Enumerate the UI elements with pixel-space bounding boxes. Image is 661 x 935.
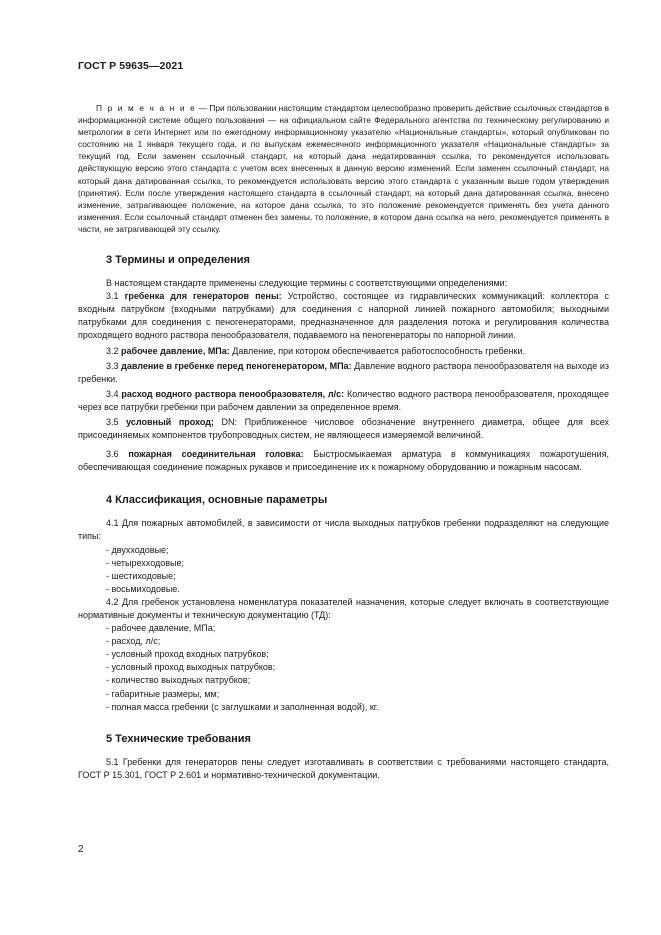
page-content xyxy=(78,102,609,782)
term-text: Давление, при котором обеспечивается работоспособность гребенки. xyxy=(229,345,525,356)
term-text: DN: Приближенное числовое обозначение внутреннего диаметра, общее для всех присоединяемых компонентов трубопроводных систем, не являющееся измеряемой величиной. xyxy=(78,416,609,441)
note-text: — При пользовании настоящим стандартом целесообразно проверить действие ссылочных стандартов в информационной системе общего пользования — на официальном сайте Федерального агентства по техническому регулированию и метрологии в сети Интернет или по ежегодному информационному указателю «Национальные стандарты», который опубликован по состоянию на 1 января текущего года, и по выпускам ежемесячного информационного указателя «Национальные стандарты» за текущий год. Если заменен ссылочный стандарт, на который дана недатированная ссылка, то рекомендуется использовать действующую версию этого стандарта с учетом всех внесенных в данную версию изменений. Если заменен ссылочный стандарт, на который дана датированная ссылка, то рекомендуется использовать версию этого стандарта с указанным выше годом утверждения (принятия). Если после утверждения настоящего стандарта в ссылочный стандарт, на который дана датированная ссылка, внесено изменение, затрагивающее положение, на которое дана ссылка, то это положение рекомендуется применять без учета данного изменения. Если ссылочный стандарт отменен без замены, то положение, в котором дана ссылка на него, рекомендуется применять в части, не затрагивающей эту ссылку. xyxy=(78,103,609,234)
term-name: условный проход; xyxy=(126,416,214,427)
term-definition xyxy=(78,448,609,474)
terms-list xyxy=(78,290,609,474)
term-number: 3.1 xyxy=(106,291,119,302)
params-list xyxy=(78,622,609,714)
term-name: расход водного раствора пенообразователя, л/с: xyxy=(121,388,345,399)
list-item: - восьмиходовые. xyxy=(106,583,609,596)
note-label: П р и м е ч а н и е xyxy=(96,103,197,113)
term-number: 3.2 xyxy=(106,345,119,356)
section-4-heading: 4 Классификация, основные параметры xyxy=(106,494,328,507)
clause-4-2: 4.2 Для гребенок установлена номенклатура показателей назначения, которые следует включать в соответствующие нормативные документы и техническую документацию (ТД): xyxy=(78,596,609,620)
term-definition xyxy=(78,416,609,442)
term-number: 3.3 xyxy=(106,360,119,371)
list-item: - расход, л/с; xyxy=(106,635,609,648)
term-text: Быстросмыкаемая арматура в коммуникациях пожаротушения, обеспечивающая соединение пожарных рукавов и присоединение их к пожарному оборудованию и пожарным насосам. xyxy=(78,449,609,473)
list-item: - двухходовые; xyxy=(106,544,609,557)
term-number: 3.5 xyxy=(106,416,119,427)
term-name: давление в гребенке перед пеногенератором, МПа: xyxy=(121,360,352,371)
term-name: пожарная соединительная головка: xyxy=(128,449,304,460)
term-text: Количество водного раствора пенообразователя, проходящее через все патрубки гребенки при рабочем давлении за определенное время. xyxy=(78,388,609,412)
term-definition xyxy=(78,290,609,342)
section-5-heading: 5 Технические требования xyxy=(106,732,251,745)
term-definition xyxy=(78,388,609,414)
document-code: ГОСТ Р 59635—2021 xyxy=(78,60,184,72)
list-item: - условный проход входных патрубков; xyxy=(106,648,609,661)
page-number: 2 xyxy=(78,844,84,855)
list-item: - количество выходных патрубков; xyxy=(106,674,609,687)
term-text: Устройство, состоящее из гидравлических коммуникаций: коллектора с входным патрубком (входными патрубками) для соединения с напорной линией пожарного автомобиля; выходными патрубками для соединения с пеногенераторами, предназначенное для разделения потока и регулирования количества проходящего водного раствора пенообразователя, подаваемого на пеногенераторы по напорной линии. xyxy=(78,291,609,341)
list-item: - полная масса гребенки (с заглушками и заполненная водой), кг. xyxy=(106,701,609,714)
list-item: - условный проход выходных патрубков; xyxy=(106,661,609,674)
term-name: гребенка для генераторов пены: xyxy=(124,291,282,302)
note-paragraph xyxy=(78,102,609,235)
list-item: - шестиходовые; xyxy=(106,570,609,583)
term-definition xyxy=(78,345,609,358)
list-item: - рабочее давление, МПа; xyxy=(106,622,609,635)
term-text: Давление водного раствора пенообразователя на выходе из гребенки. xyxy=(78,360,609,384)
list-item: - четырехходовые; xyxy=(106,557,609,570)
section-3-heading: 3 Термины и определения xyxy=(106,254,250,267)
section-3-intro: В настоящем стандарте применены следующие термины с соответствующими определениями: xyxy=(106,278,508,289)
term-number: 3.6 xyxy=(106,449,119,460)
clause-4-1: 4.1 Для пожарных автомобилей, в зависимости от числа выходных патрубков гребенки подразделяют на следующие типы: xyxy=(78,518,609,542)
list-item: - габаритные размеры, мм; xyxy=(106,688,609,701)
clause-5-1: 5.1 Гребенки для генераторов пены следует изготавливать в соответствии с требованиями настоящего стандарта, ГОСТ Р 15.301, ГОСТ Р 2.601 и нормативно-технической документации. xyxy=(78,756,609,780)
types-list xyxy=(78,544,609,596)
term-number: 3.4 xyxy=(106,388,119,399)
term-name: рабочее давление, МПа: xyxy=(121,345,230,356)
term-definition xyxy=(78,360,609,386)
